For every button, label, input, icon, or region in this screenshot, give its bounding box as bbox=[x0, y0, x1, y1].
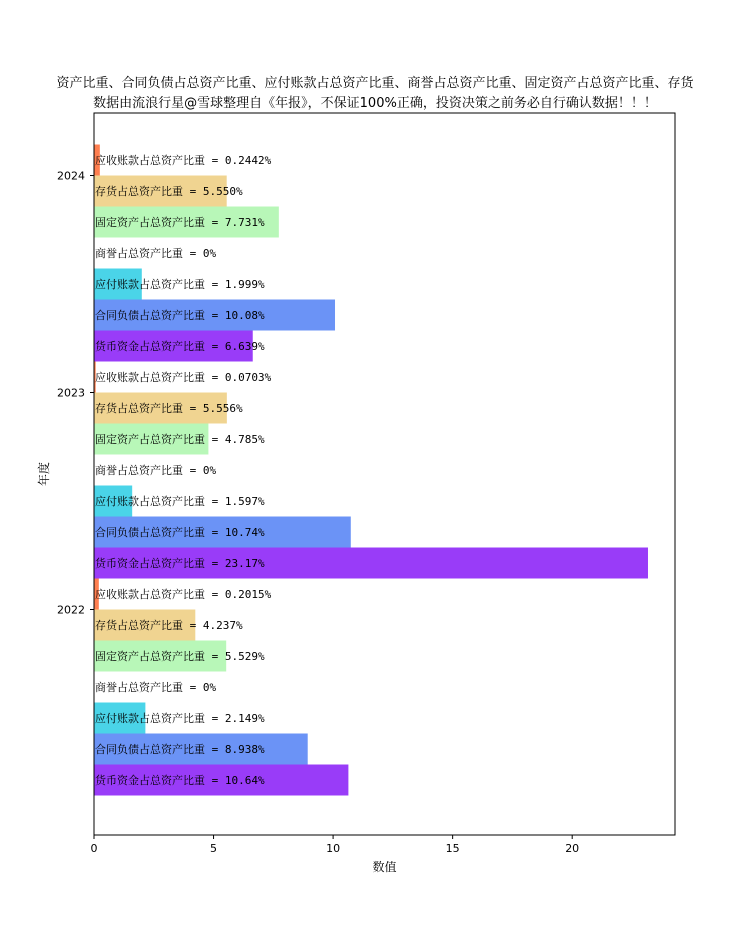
y-tick-label: 2022 bbox=[57, 603, 85, 617]
bar-data-label: 应付账款占总资产比重 = 1.597% bbox=[95, 495, 265, 508]
y-tick-label: 2023 bbox=[57, 386, 85, 400]
bar-data-label: 商誉占总资产比重 = 0% bbox=[95, 464, 217, 477]
bar-data-label: 合同负债占总资产比重 = 10.74% bbox=[95, 526, 265, 539]
x-tick-label: 5 bbox=[210, 842, 218, 855]
bar-data-label: 存货占总资产比重 = 5.556% bbox=[95, 402, 243, 415]
bar-data-label: 货币资金占总资产比重 = 10.64% bbox=[95, 774, 265, 787]
bar-data-label: 应收账款占总资产比重 = 0.0703% bbox=[95, 371, 272, 384]
bar-data-label: 商誉占总资产比重 = 0% bbox=[95, 247, 217, 260]
bar-data-label: 应付账款占总资产比重 = 2.149% bbox=[95, 712, 265, 725]
x-tick-label: 20 bbox=[565, 842, 580, 855]
bar-labels-layer bbox=[95, 153, 272, 787]
x-axis bbox=[91, 835, 580, 855]
y-tick-label: 2024 bbox=[57, 169, 85, 183]
x-tick-label: 10 bbox=[326, 842, 341, 855]
x-tick-label: 15 bbox=[445, 842, 460, 855]
bar-data-label: 应收账款占总资产比重 = 0.2442% bbox=[95, 154, 272, 167]
x-tick-label: 0 bbox=[90, 842, 98, 855]
bar-data-label: 合同负债占总资产比重 = 8.938% bbox=[95, 743, 265, 756]
bar-data-label: 商誉占总资产比重 = 0% bbox=[95, 681, 217, 694]
bar-data-label: 固定资产占总资产比重 = 4.785% bbox=[95, 433, 265, 446]
bar-data-label: 存货占总资产比重 = 5.550% bbox=[95, 185, 243, 198]
bar-data-label: 存货占总资产比重 = 4.237% bbox=[95, 619, 243, 632]
chart-title: 资产比重、合同负债占总资产比重、应付账款占总资产比重、商誉占总资产比重、固定资产占总资产比重、存货 bbox=[56, 76, 694, 91]
bar-data-label: 货币资金占总资产比重 = 23.17% bbox=[95, 557, 265, 570]
y-axis bbox=[57, 170, 94, 617]
bar-data-label: 固定资产占总资产比重 = 7.731% bbox=[95, 216, 265, 229]
bar-data-label: 应收账款占总资产比重 = 0.2015% bbox=[95, 588, 272, 601]
x-axis-label: 数值 bbox=[372, 860, 397, 874]
bar-data-label: 货币资金占总资产比重 = 6.639% bbox=[95, 340, 265, 353]
bar-data-label: 固定资产占总资产比重 = 5.529% bbox=[95, 650, 265, 663]
bar-data-label: 合同负债占总资产比重 = 10.08% bbox=[95, 309, 265, 322]
bar-data-label: 应付账款占总资产比重 = 1.999% bbox=[95, 278, 265, 291]
chart-subtitle: 数据由流浪行星@雪球整理自《年报》，不保证100%正确，投资决策之前务必自行确认数据！！！ bbox=[93, 96, 657, 111]
y-axis-label: 年度 bbox=[37, 461, 51, 487]
